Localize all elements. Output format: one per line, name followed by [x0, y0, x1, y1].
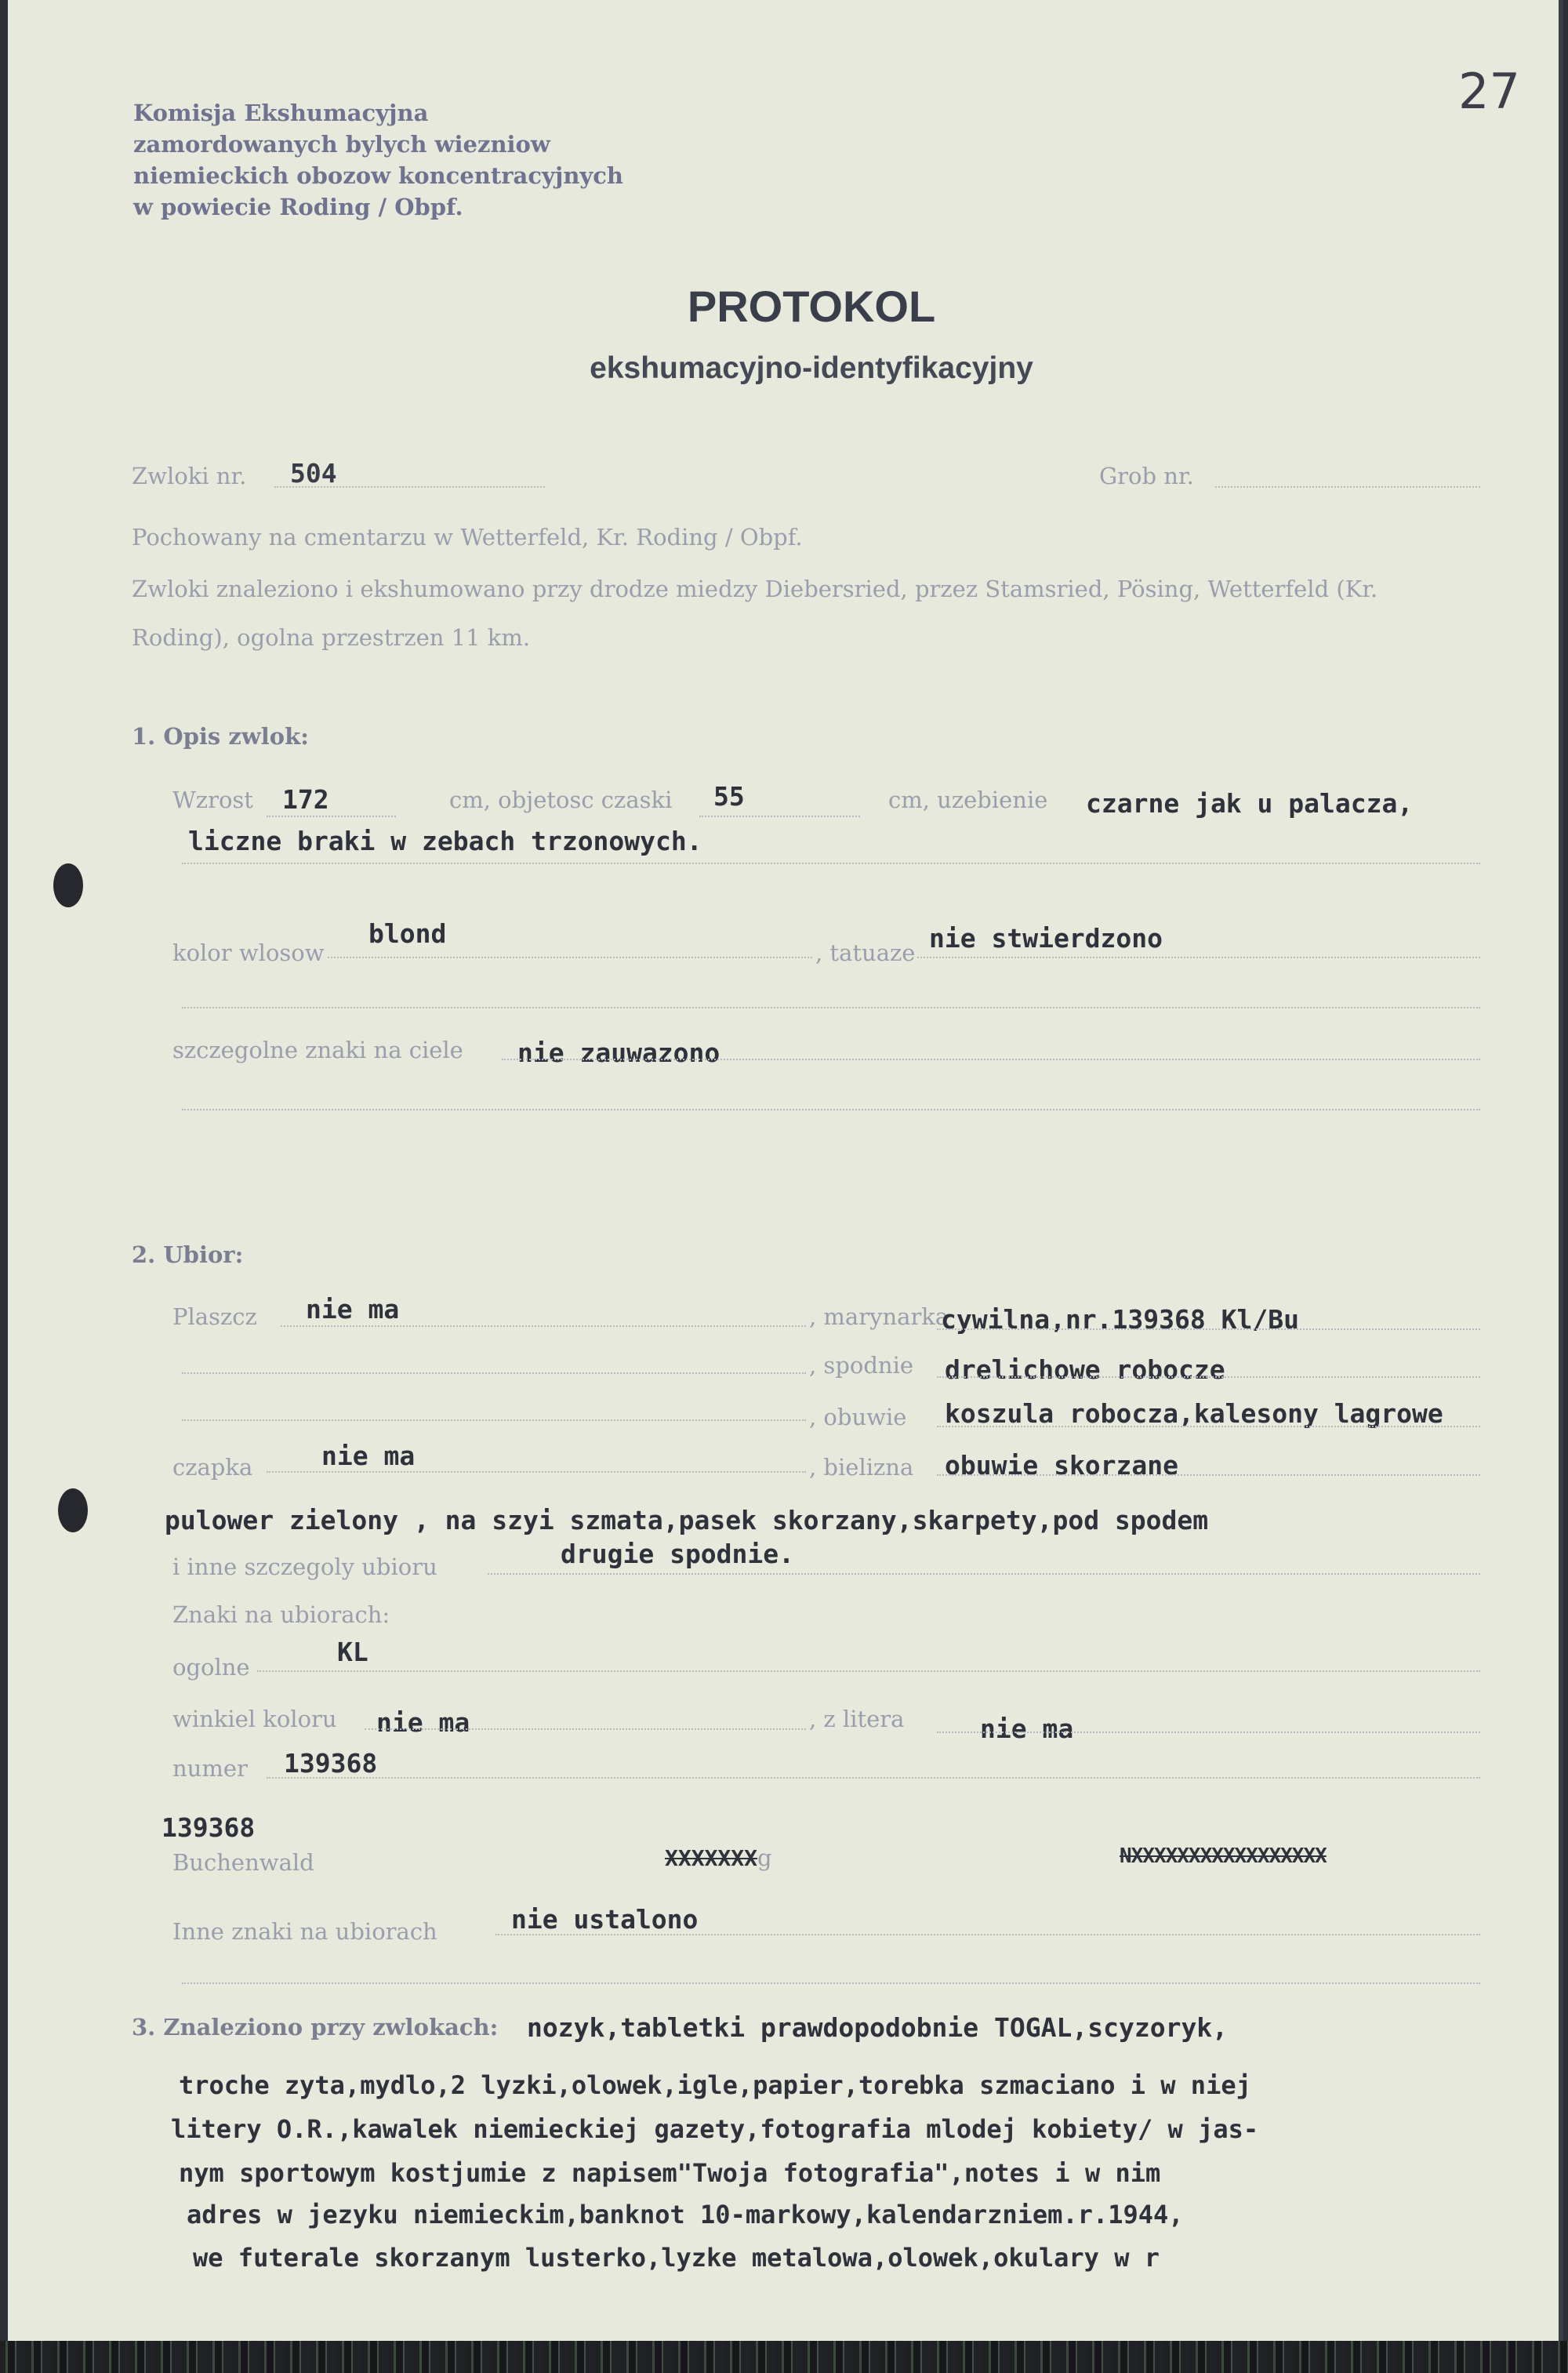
buchenwald-label: Buchenwald [172, 1849, 314, 1876]
teeth-value-1: czarne jak u palacza, [1086, 788, 1414, 819]
cap-label: czapka [172, 1454, 253, 1481]
general-marks-value: KL [337, 1637, 368, 1667]
shoes-value: koszula robocza,kalesony lagrowe [945, 1398, 1443, 1429]
body-marks-label: szczegolne znaki na ciele [172, 1037, 463, 1063]
blank-line-1 [182, 1007, 1480, 1008]
natzweiler-struck: NXXXXXXXXXXXXXXXXX [1120, 1844, 1327, 1868]
general-marks-line [257, 1670, 1480, 1672]
jacket-label: , marynarka [809, 1303, 949, 1330]
teeth-label: cm, uzebienie [888, 787, 1048, 813]
other-clothing-line [488, 1573, 1480, 1575]
header-line-2: zamordowanych bylych wiezniow [133, 131, 550, 158]
hair-color-line [328, 957, 812, 958]
punch-hole-2 [58, 1488, 88, 1532]
coat-label: Plaszcz [172, 1303, 257, 1330]
punch-hole-1 [53, 863, 83, 907]
page-subtitle: ekshumacyjno-identyfikacyjny [590, 351, 1033, 385]
other-marks-label: Inne znaki na ubiorach [172, 1918, 437, 1945]
film-edge [0, 2341, 1568, 2373]
found-items-line-1: nozyk,tabletki prawdopodobnie TOGAL,scyzoryk, [527, 2012, 1229, 2043]
zwloki-nr-line [274, 486, 545, 488]
flossenburg-struck: XXXXXXX [665, 1845, 758, 1871]
body-marks-line [502, 1059, 1480, 1060]
tattoo-label: , tatuaze [815, 939, 916, 966]
general-marks-label: ogolne [172, 1654, 250, 1681]
shoes-left-line [182, 1419, 806, 1421]
skull-line [699, 816, 860, 817]
flossenburg-tail: g [757, 1844, 772, 1871]
other-clothing-value-2: drugie spodnie. [561, 1539, 795, 1569]
teeth-line-2 [182, 863, 1480, 864]
skull-label: cm, objetosc czaski [449, 787, 673, 813]
clothing-marks-label: Znaki na ubiorach: [172, 1601, 390, 1628]
number-value: 139368 [284, 1748, 378, 1779]
skull-value: 55 [713, 781, 745, 812]
zwloki-nr-value: 504 [290, 458, 337, 489]
triangle-color-line [365, 1728, 806, 1730]
coat-value: nie ma [306, 1294, 400, 1325]
blank-line-3 [182, 1982, 1480, 1984]
burial-place-text: Pochowany na cmentarzu w Wetterfeld, Kr. Roding / Obpf. [132, 524, 803, 551]
grob-nr-line [1215, 486, 1480, 488]
trousers-label: , spodnie [809, 1352, 914, 1379]
page-title: PROTOKOL [687, 282, 936, 331]
found-items-line-5: adres w jezyku niemieckim,banknot 10-markowy,kalendarzniem.r.1944, [187, 2200, 1184, 2229]
letter-value: nie ma [980, 1713, 1074, 1744]
other-clothing-label: i inne szczegoly ubioru [172, 1554, 437, 1580]
number-line [267, 1777, 1480, 1779]
height-label: Wzrost [172, 787, 253, 813]
trousers-left-line [182, 1372, 806, 1374]
commission-header [133, 97, 623, 223]
section-3-heading: 3. Znaleziono przy zwlokach: [132, 2014, 499, 2040]
teeth-value-2: liczne braki w zebach trzonowych. [188, 826, 702, 856]
letter-line [937, 1732, 1480, 1733]
body-marks-value: nie zauwazono [517, 1038, 720, 1068]
coat-line [281, 1325, 806, 1327]
found-items-line-4: nym sportowym kostjumie z napisem"Twoja fotografia",notes i w nim [179, 2158, 1161, 2188]
found-location-text-2: Roding), ogolna przestrzen 11 km. [132, 624, 531, 651]
header-line-3: niemieckich obozow koncentracyjnych [133, 162, 624, 189]
number-label: numer [172, 1755, 248, 1782]
triangle-color-value: nie ma [376, 1707, 470, 1738]
underwear-line [937, 1474, 1480, 1476]
section-1-heading: 1. Opis zwlok: [132, 723, 309, 750]
letter-label: , z litera [809, 1706, 905, 1732]
cap-line [267, 1471, 806, 1473]
zwloki-nr-label: Zwloki nr. [132, 463, 247, 489]
hair-color-value: blond [368, 918, 447, 949]
other-clothing-value-1: pulower zielony , na szyi szmata,pasek skorzany,skarpety,pod spodem [165, 1505, 1209, 1535]
protocol-page [8, 0, 1563, 2341]
flossenburg-field [665, 1844, 772, 1871]
jacket-value: cywilna,nr.139368 Kl/Bu [941, 1304, 1299, 1335]
header-line-1: Komisja Ekshumacyjna [133, 100, 429, 126]
found-items-line-3: litery O.R.,kawalek niemieckiej gazety,fotografia mlodej kobiety/ w jas- [171, 2114, 1259, 2144]
trousers-line [937, 1376, 1480, 1378]
other-marks-value: nie ustalono [511, 1904, 699, 1935]
hair-color-label: kolor wlosow [172, 939, 325, 966]
underwear-value: obuwie skorzane [945, 1450, 1179, 1481]
paper-edge [1559, 0, 1563, 2341]
other-marks-line [495, 1934, 1480, 1935]
trousers-value: drelichowe robocze [945, 1354, 1225, 1385]
section-2-heading: 2. Ubior: [132, 1241, 244, 1268]
tattoo-line [917, 957, 1480, 958]
cap-value: nie ma [321, 1441, 416, 1471]
height-value: 172 [282, 784, 329, 815]
triangle-color-label: winkiel koloru [172, 1706, 337, 1732]
buchenwald-value: 139368 [162, 1812, 256, 1843]
header-line-4: w powiecie Roding / Obpf. [133, 194, 463, 220]
grob-nr-label: Grob nr. [1099, 463, 1194, 489]
page-number: 27 [1458, 63, 1520, 120]
jacket-line [937, 1328, 1480, 1330]
shoes-line [937, 1426, 1480, 1427]
found-items-line-6: we futerale skorzanym lusterko,lyzke metalowa,olowek,okulary w r [193, 2243, 1160, 2273]
found-location-text-1: Zwloki znaleziono i ekshumowano przy drodze miedzy Diebersried, przez Stamsried, Pösing, Wetterfeld (Kr. [132, 576, 1378, 602]
underwear-label: , bielizna [809, 1454, 914, 1481]
blank-line-2 [182, 1109, 1480, 1110]
height-line [267, 816, 396, 817]
found-items-line-2: troche zyta,mydlo,2 lyzki,olowek,igle,papier,torebka szmaciano i w niej [179, 2070, 1251, 2100]
shoes-label: , obuwie [809, 1404, 907, 1430]
tattoo-value: nie stwierdzono [929, 923, 1163, 954]
